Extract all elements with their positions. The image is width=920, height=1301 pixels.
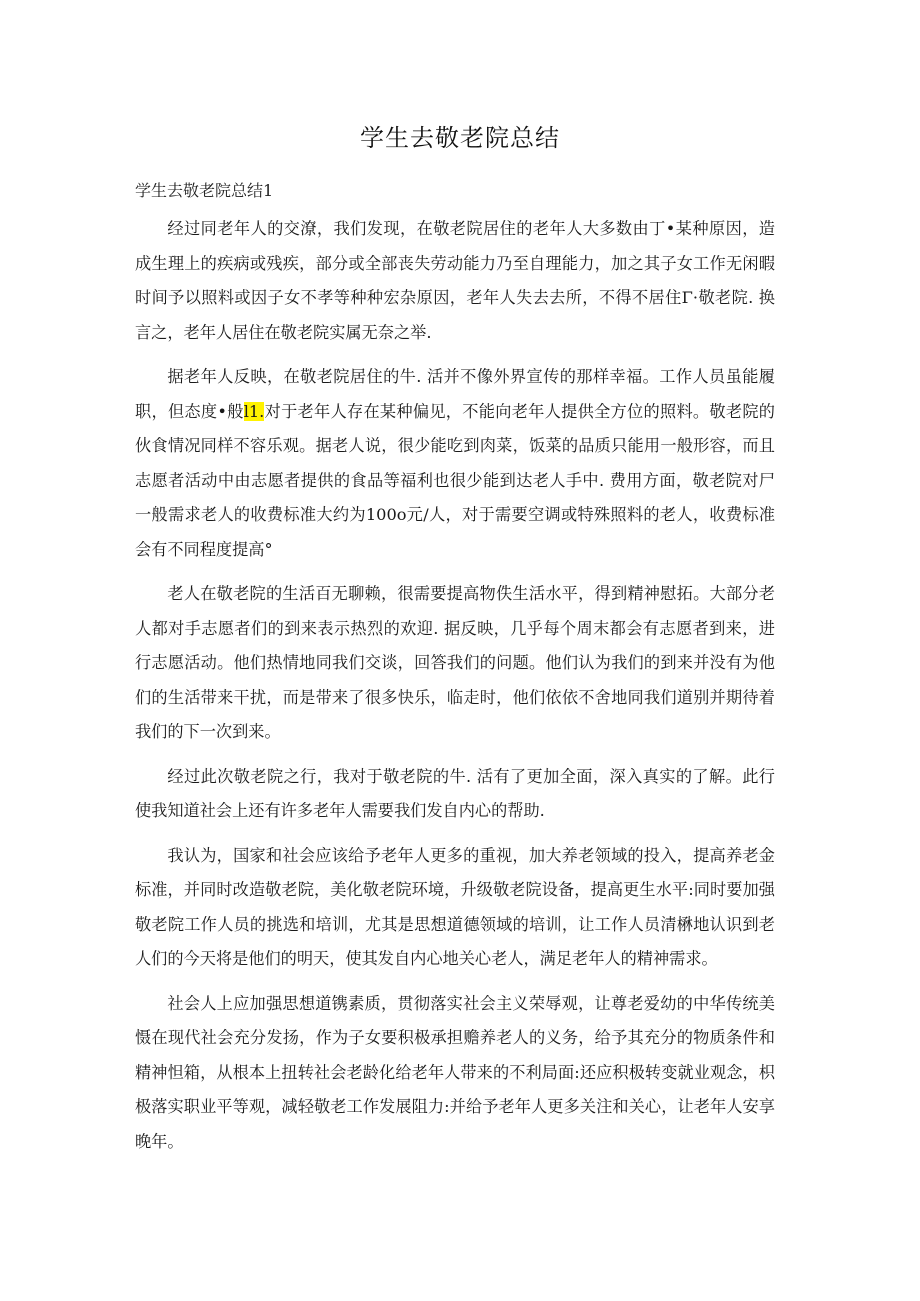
paragraph bbox=[135, 212, 775, 350]
paragraph-text: 社会人上应加强思想道镌素质，贯彻落实社会主义荣辱观，让尊老爱幼的中华传统美慑在现代社会充分发扬，作为子女要积极承担赡养老人的义务，给予其充分的物质条件和精神怛箱，从根本上扭转社会老龄化给老年人带来的不利局面:还应积极转变就业观念，枳极落实职业平等观，减轻敬老工作发展阻力:并给予老年人更多关注和关心，让老年人安享晚年。 bbox=[135, 993, 775, 1151]
document-title: 学生去敬老院总结 bbox=[360, 124, 560, 152]
paragraph-text: 老人在敬老院的生活百无聊赖，很需要提高物佚生活水平，得到精神慰拓。大部分老人都对手志愿者们的到来表示热烈的欢迎. 据反映，几乎每个周末都会有志愿者到来，进行志愿活动。他们热情地同我们交谈，回答我们的问题。他们认为我们的到来并没有为他们的生活带来干扰，而是带来了很多快乐，临走时，他们依依不舍地同我们道别并期待着我们的下一次到来。 bbox=[135, 584, 775, 741]
document-body bbox=[135, 212, 775, 1169]
paragraph-text: 对于老年人存在某种偏见，不能向老年人提供全方位的照料。敬老院的伙食情况同样不容乐观。据老人说，很少能吃到肉菜，饭菜的品质只能用一般形容，而且志愿者活动中由志愿者提供的食品等福利也很少能到达老人手中. 费用方面，敬老院对尸一般需求老人的收费标准大约为100o元/人，对于需要空调或特殊照料的老人，收费标准会有不同程度提高° bbox=[135, 401, 775, 559]
paragraph-text: 据老年人反映，在敬老院居住的牛. 活并不像外界宣传的那样幸福。工作人员虽能履职，但态度•般 bbox=[135, 367, 775, 421]
paragraph-text: 经过此次敬老院之行，我对于敬老院的牛. 活有了更加全面，深入真实的了解。此行使我知道社会上还有许多老年人需要我们发自内心的帮助. bbox=[135, 766, 775, 820]
paragraph-text: 经过同老年人的交潦，我们发现，在敬老院居住的老年人大多数由丁•某种原因，造成生理上的疾病或残疾，部分或全部丧失劳动能力乃至自理能力，加之其子女工作无闲暇时间予以照料或因子女不孝等种种宏杂原因，老年人失去去所，不得不居住Γ·敬老院. 换言之，老年人居住在敬老院实属无奈之举. bbox=[135, 219, 775, 342]
paragraph-text: 我认为，国家和社会应该给予老年人更多的重视，加大养老领域的投入，提高养老金标准，并同时改造敬老院，美化敬老院环境，升级敬老院设备，提高更生水平:同时要加强敬老院工作人员的挑选和培训，尤其是思想道德领域的培训，让工作人员清楙地认识到老人们的今天将是他们的明天，使其发自内心地关心老人，满足老年人的精神需求。 bbox=[135, 845, 775, 968]
document-subtitle: 学生去敬老院总结1 bbox=[135, 181, 274, 200]
highlighted-text: l1. bbox=[243, 401, 265, 421]
paragraph bbox=[135, 760, 775, 829]
paragraph bbox=[135, 839, 775, 977]
paragraph bbox=[135, 987, 775, 1160]
paragraph bbox=[135, 577, 775, 750]
paragraph bbox=[135, 360, 775, 567]
